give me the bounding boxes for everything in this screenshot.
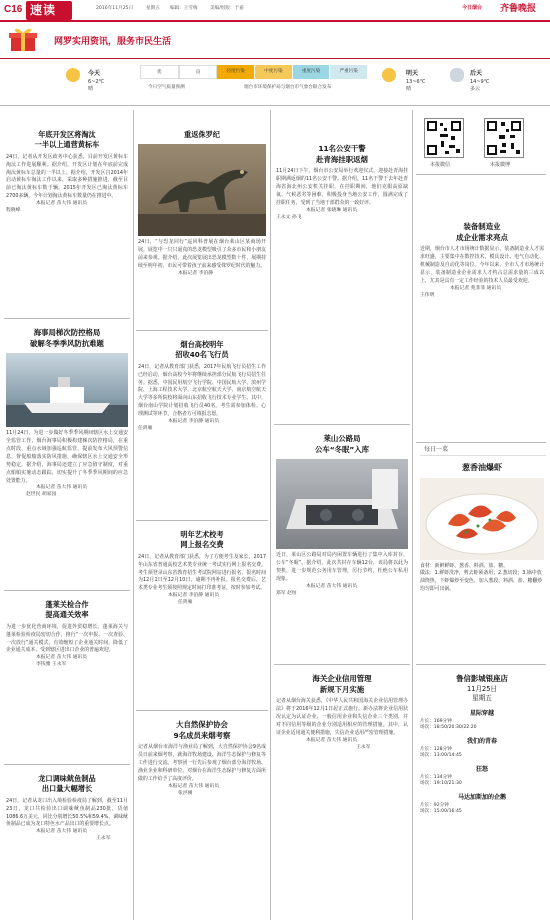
headline: 一半以上通营黄标车 xyxy=(34,140,100,150)
article-body: 24日，记者从教育部门获悉，2017年民航飞行员招生工作已经启动，烟台高校今年将继续承担部分民航飞行员招生任务。据悉，中国民用航空飞行学院、中国民航大学、滨州学院、上海工程技术大学、北京航空航天大学、南京航空航天大学等多所院校将面向山东招收飞行技术专业学生。其中，烟台南山学院计划招收飞行员40名。考生需参加体检、心理测试等环节，合格者方可填报志愿。 xyxy=(138,363,266,417)
column-divider xyxy=(270,110,271,920)
movie-item xyxy=(420,794,544,816)
article-body: 近期，烟台市人才市场统计数据显示，装备制造业人才需求旺盛，主要集中在数控技术、模具设计、电气自动化、机械制造及自动化等岗位。今年以来，全市人才市场统计显示，装备制造业企业需求人才约占总需求量的三成以上，尤其是具有一定工作经验的技术人员最受欢迎。 xyxy=(420,246,544,284)
movie-showtimes: 场次：15:00/16:45 xyxy=(420,809,462,815)
slogan: 网罗实用资讯，服务市民生活 xyxy=(54,37,172,47)
brand-logo: 齐鲁晚报 xyxy=(500,4,537,14)
headline: 龙口调味鱿鱼制品 xyxy=(38,774,96,783)
car-icon xyxy=(276,459,408,549)
aqi-level: 严重污染 xyxy=(330,65,368,79)
daily-dish-label: 每日一菜 xyxy=(424,446,449,453)
cinema-schedule xyxy=(420,674,544,816)
divider xyxy=(274,424,410,425)
headline: 提高通关效率 xyxy=(45,610,89,620)
article-body: 记者从烟台海关获悉，《中华人民共和国海关企业信用管理办法》将于2016年12月1日起正式施行。新办法将企业信用状况认定为认证企业、一般信用企业和失信企业三个类别，并对不同信用等级的企业分别适用相应的管理措施。其中，认证企业适用通关便利措施，失信企业适用严密管理措施。 xyxy=(276,698,408,736)
article-body: 近日，莱山区公路局对局内闲置车辆进行了集中入库封存，公车“冬眠”。据介绍，此次共封存车辆12台，该局将以此为契机，进一步规范公务用车管理，厉行节约，杜绝公车私用现象。 xyxy=(276,552,408,582)
weibo-label: 本报微博 xyxy=(490,162,511,168)
movie-duration: 片长：169分钟 xyxy=(420,718,452,724)
headline: 年底开发区将淘汰 xyxy=(38,130,96,139)
aqi-level: 中度污染 xyxy=(255,65,293,79)
byline: 任鸿雁 xyxy=(138,425,153,431)
divider xyxy=(416,664,546,665)
dinosaur-icon xyxy=(138,144,266,236)
headline: 赴青海挂职返烟 xyxy=(316,154,368,164)
tomorrow-forecast: 明天 13~6℃ 晴 xyxy=(406,70,426,92)
headline: 招收40名飞行员 xyxy=(175,350,229,360)
wechat-qr-code[interactable] xyxy=(424,118,464,158)
movie-duration: 片长：92分钟 xyxy=(420,802,449,808)
movie-item xyxy=(420,710,544,732)
weather-strip xyxy=(0,62,550,106)
column-name: 速读 xyxy=(30,3,57,17)
headline: 大自然保护协会 xyxy=(176,720,228,729)
article-body: 为进一步优化营商环境，促进外贸稳增长，蓬莱海关与蓬莱检验检疫局密切合作，推行“一次申报、一次查验、一次放行”通关模式，有效缩短了企业通关时间，降低了企业通关成本，受到辖区进出口企业的普遍欢迎。 xyxy=(6,623,128,654)
headline: 蓬莱关检合作 xyxy=(45,600,89,609)
byline: 本报记者 李泊静 通讯员 xyxy=(168,418,220,424)
movie-showtimes: 场次：19:10/21:30 xyxy=(420,781,462,787)
byline: 本报记者 李泊静 通讯员 xyxy=(168,593,220,599)
movie-duration: 片长：134分钟 xyxy=(420,774,452,780)
recipe-ingredients: 食材：新鲜鲜虾、葱香、料酒、盐、糖。 xyxy=(420,562,509,569)
sun-icon xyxy=(66,68,80,82)
divider xyxy=(416,174,546,175)
cinema-date: 11月25日 xyxy=(467,684,497,693)
divider xyxy=(136,710,268,711)
sun-icon xyxy=(382,68,396,82)
divider xyxy=(4,318,130,319)
divider xyxy=(416,442,546,443)
cinema-weekday: 星期五 xyxy=(472,694,492,703)
article-nature-conservancy xyxy=(138,720,266,798)
aqi-level: 优 xyxy=(140,65,179,79)
brand-local: 今日烟台 xyxy=(462,5,483,11)
byline: 郑军 赵恒 xyxy=(276,590,297,596)
byline: 程晓峰 xyxy=(6,207,21,213)
article-body: 11月24日，为进一步做好冬季季风期间辖区水上交通安全监管工作，烟台海事局积极构建梯次防控格局，在重点时段、重点水域加强巡航监管，提前发布大风预警信息，督促船舶落实防风措施，确保辖区水上交通安全形势稳定。据介绍，海事局还建立了应急值守制度，对重点船舶实施动态跟踪，切实提升了冬季季风期间的应急处置能力。 xyxy=(6,430,128,484)
issue-date: 2016年11月25日 xyxy=(96,6,134,11)
article-vehicle-storage xyxy=(276,434,408,598)
ship-icon xyxy=(6,353,128,427)
dinosaur-photo xyxy=(138,144,266,236)
headline: 烟台高校明年 xyxy=(180,340,224,349)
movie-title: 星际穿越 xyxy=(469,709,494,717)
editor-credit: 编辑：王雪梅 xyxy=(170,6,198,11)
movie-showtimes: 场次：13:00/14:45 xyxy=(420,753,462,759)
weibo-qr-code[interactable] xyxy=(484,118,524,158)
cinema-name: 鲁信影城银座店 xyxy=(456,674,508,683)
movie-title: 狂怒 xyxy=(475,765,488,773)
byline: 本报记者 张晓琳 通讯员 xyxy=(306,207,358,213)
headline: 破解冬季季风防抗难题 xyxy=(30,338,104,348)
headline: 海关企业信用管理 xyxy=(312,674,372,683)
maritime-photo xyxy=(6,353,128,427)
headline: 11名公安干警 xyxy=(318,144,366,153)
designer-credit: 美编/组版：于嘉 xyxy=(210,6,244,11)
byline: 本报记者 李泊静 xyxy=(178,270,214,276)
article-body: 记者从烟台市海洋与渔业局了解到，大自然保护协会9名成员日前来烟考察，就海洋牧场建设、海洋生态保护与修复等工作进行交流。考察团一行先后参观了烟台部分海洋牧场、渔业企业和科研单位，对烟台在海洋生态保护与修复方面所做的工作给予了高度评价。 xyxy=(138,744,266,782)
article-pilot-enrollment xyxy=(138,340,266,433)
qr-code-icon xyxy=(425,119,463,157)
headline: 9名成员来烟考察 xyxy=(173,730,231,740)
aqi-source: 烟台市环境保护局与烟台市气象台联合发布 xyxy=(244,85,332,90)
byline: 王永军 xyxy=(356,744,371,750)
headline: 网上报名交费 xyxy=(180,540,224,550)
movie-title: 马达加斯加的企鹅 xyxy=(457,793,506,801)
article-body: 24日，记者从教育部门获悉，为了方便考生及家长，2017年山东省普通高校艺术类专业统一考试实行网上报名交费。考生须登录山东省教育招生考试院网站进行报名，报名时间为12月1日至12月10日，逾期不再补报。报名交费后，艺术类专业考生须按照规定时间打印准考证，按时参加考试。 xyxy=(138,553,266,592)
masthead xyxy=(0,0,550,22)
article-maritime xyxy=(6,328,128,499)
qr-code-icon xyxy=(485,119,523,157)
byline: 本报记者 苗大伟 通讯员 xyxy=(36,200,88,206)
aqi-note: 今日空气质量预测 xyxy=(148,85,185,90)
wechat-label: 本报微信 xyxy=(430,162,451,168)
headline: 公车“冬眠”入库 xyxy=(314,444,370,454)
movie-item xyxy=(420,738,544,760)
article-body: 24日，记者从龙口出入境检验检疫局了解到，截至11月23日，龙口共检验出口调味鱿鱼制品230批，货值1086.6万美元，同比分别增长50.5%和59.4%。调味鱿鱼制品已成为龙口特色水产品出口的重要增长点。 xyxy=(6,797,128,828)
headline: 出口量大幅增长 xyxy=(41,784,93,794)
after-tomorrow-forecast: 后天 14~9℃ 多云 xyxy=(470,70,490,92)
aqi-scale xyxy=(140,65,368,79)
article-art-exam xyxy=(138,530,266,607)
byline: 王永文 孙飞 xyxy=(276,214,302,220)
headline: 海事局梯次防控格局 xyxy=(33,328,101,337)
byline: 本报记者 苗大伟 通讯员 xyxy=(306,583,358,589)
cloud-icon xyxy=(450,68,464,82)
divider xyxy=(420,455,546,456)
byline: 本报记者 苑菲菲 通讯员 xyxy=(450,285,502,291)
divider xyxy=(0,58,550,59)
byline: 本报记者 苗大伟 通讯员 xyxy=(168,783,220,789)
article-body: 24日，记者从开发区政务中心获悉，目前开发区黄标车淘汰工作进展顺利。据介绍，开发区计划在年底前完成淘汰黄标车总量的一半以上。据介绍，开发区自2014年启动黄标车淘汰工作以来，采取多种措施推进，截至目前已淘汰黄标车数千辆。2015年开发区已淘汰黄标车2700多辆，今年计划淘汰黄标车数量仍在推进中。 xyxy=(6,153,128,200)
aqi-level: 轻度污染 xyxy=(217,65,255,79)
article-jurassic xyxy=(138,130,266,278)
byline: 王永军 xyxy=(96,836,111,842)
article-customs-credit xyxy=(276,674,408,752)
article-squid-export xyxy=(6,774,128,843)
article-vehicle-phaseout xyxy=(6,130,128,215)
movie-item xyxy=(420,766,544,788)
recipe-title: 葱香油爆虾 xyxy=(462,463,502,472)
movie-title: 我们的青春 xyxy=(466,737,497,745)
page-number: C16 xyxy=(4,4,23,15)
headline: 莱山公路局 xyxy=(323,434,361,443)
byline: 王伟明 xyxy=(420,292,435,298)
article-manufacturing-jobs xyxy=(420,222,544,300)
movie-showtimes: 场次：18:50/20:30/22:20 xyxy=(420,725,477,731)
aqi-level: 重度污染 xyxy=(293,65,331,79)
byline: 本报记者 苗大伟 通讯员 xyxy=(36,485,88,491)
article-body: 24日，“与恐龙同行”巡回科普展在烟台莱山区某商场开展。展览中一只只逼真的恐龙模型吸引了众多市民和小朋友前来参观。据介绍，此次展览展出恐龙模型数十件，展期持续至明年初，市民可带着孩子前来感受侏罗纪时代的魅力。 xyxy=(138,239,266,269)
article-penglai-customs xyxy=(6,600,128,669)
byline: 张洪刚 xyxy=(178,790,193,796)
divider xyxy=(136,520,268,521)
divider xyxy=(4,590,130,591)
headline: 明年艺术校考 xyxy=(180,530,224,539)
shrimp-photo xyxy=(420,478,544,560)
shrimp-dish-icon xyxy=(420,478,544,560)
recipe-steps: 做法：1.鲜虾洗净，剪去虾须备用；2.葱切段；3.锅中放油烧热，下虾爆炒至变色，加入葱段、料酒、盐、糖翻炒均匀即可出锅。 xyxy=(420,570,543,593)
aqi-level: 良 xyxy=(179,65,218,79)
today-forecast: 今天 6~2℃ 晴 xyxy=(88,70,105,92)
car-engine-photo xyxy=(276,459,408,549)
divider xyxy=(136,330,268,331)
headline: 重返侏罗纪 xyxy=(184,130,220,139)
column-divider xyxy=(133,110,134,920)
byline: 本报记者 苗大伟 通讯员 xyxy=(36,655,88,661)
issue-weekday: 星期五 xyxy=(146,6,160,11)
article-police-return xyxy=(276,144,408,222)
column-divider xyxy=(412,110,413,920)
byline: 李钱雅 王永军 xyxy=(36,662,67,668)
movie-duration: 片长：128分钟 xyxy=(420,746,452,752)
byline: 赵世民 胡家园 xyxy=(26,492,57,498)
headline: 成企业需求亮点 xyxy=(456,232,508,242)
recipe-section xyxy=(420,462,544,594)
slogan-row xyxy=(0,24,550,58)
article-body: 11月24日下午，烟台市公安局举行欢迎仪式，迎接赴青海挂职期满返烟的11名公安干警。据介绍，11名干警于去年赴青海省海北州公安机关挂职，在挂职期间，他们克服高原缺氧、气候恶劣等困难，积极投身当地公安工作，圆满完成了挂职任务，受到了当地干部群众的一致好评。 xyxy=(276,168,408,206)
divider xyxy=(4,764,130,765)
divider xyxy=(274,664,410,665)
gift-box-icon xyxy=(8,26,38,52)
byline: 任鸿雁 xyxy=(178,600,193,606)
byline: 本报记者 苗大伟 通讯员 xyxy=(36,829,88,835)
headline: 新规下月实施 xyxy=(319,684,365,694)
headline: 装备制造业 xyxy=(463,222,501,231)
byline: 本报记者 苗大伟 通讯员 xyxy=(306,737,358,743)
